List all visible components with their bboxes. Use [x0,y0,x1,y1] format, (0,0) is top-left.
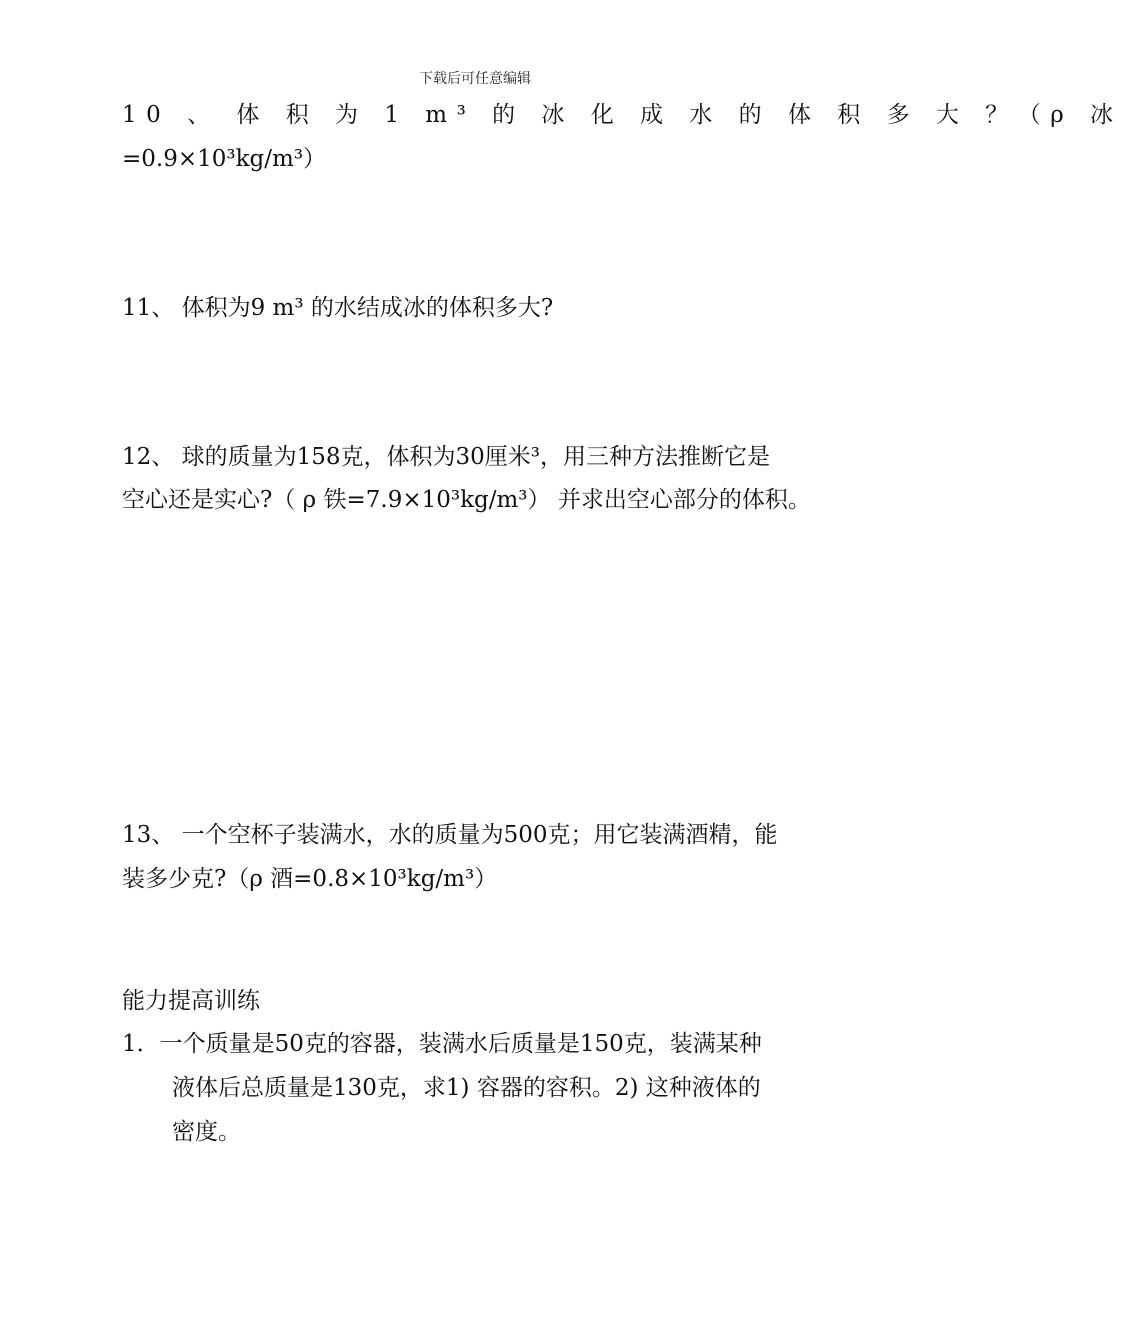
question-13-line-2: 装多少克?（ρ 酒=0.8×10³kg/m³） [122,866,498,892]
page-header: 下载后可任意编辑 [419,71,531,87]
question-10-line-2: =0.9×10³kg/m³） [122,146,327,172]
exercise-1-line-2: 液体后总质量是130克，求1) 容器的容积。2) 这种液体的 [172,1075,761,1101]
question-12-line-1: 12、 球的质量为158克，体积为30厘米³，用三种方法推断它是 [122,444,770,470]
exercise-1-line-1: 1．一个质量是50克的容器，装满水后质量是150克，装满某种 [122,1031,762,1057]
exercise-1-line-3: 密度。 [172,1119,241,1145]
section-title: 能力提高训练 [122,988,260,1014]
question-11-line-1: 11、 体积为9 m³ 的水结成冰的体积多大? [122,295,554,321]
question-10-line-1: 10 、 体 积 为 1 m³ 的 冰 化 成 水 的 体 积 多 大 ？（ρ 冰 [122,102,1123,128]
question-13-line-1: 13、 一个空杯子装满水，水的质量为500克；用它装满酒精，能 [122,822,778,848]
question-12-line-2: 空心还是实心?（ ρ 铁=7.9×10³kg/m³） 并求出空心部分的体积。 [122,487,811,513]
